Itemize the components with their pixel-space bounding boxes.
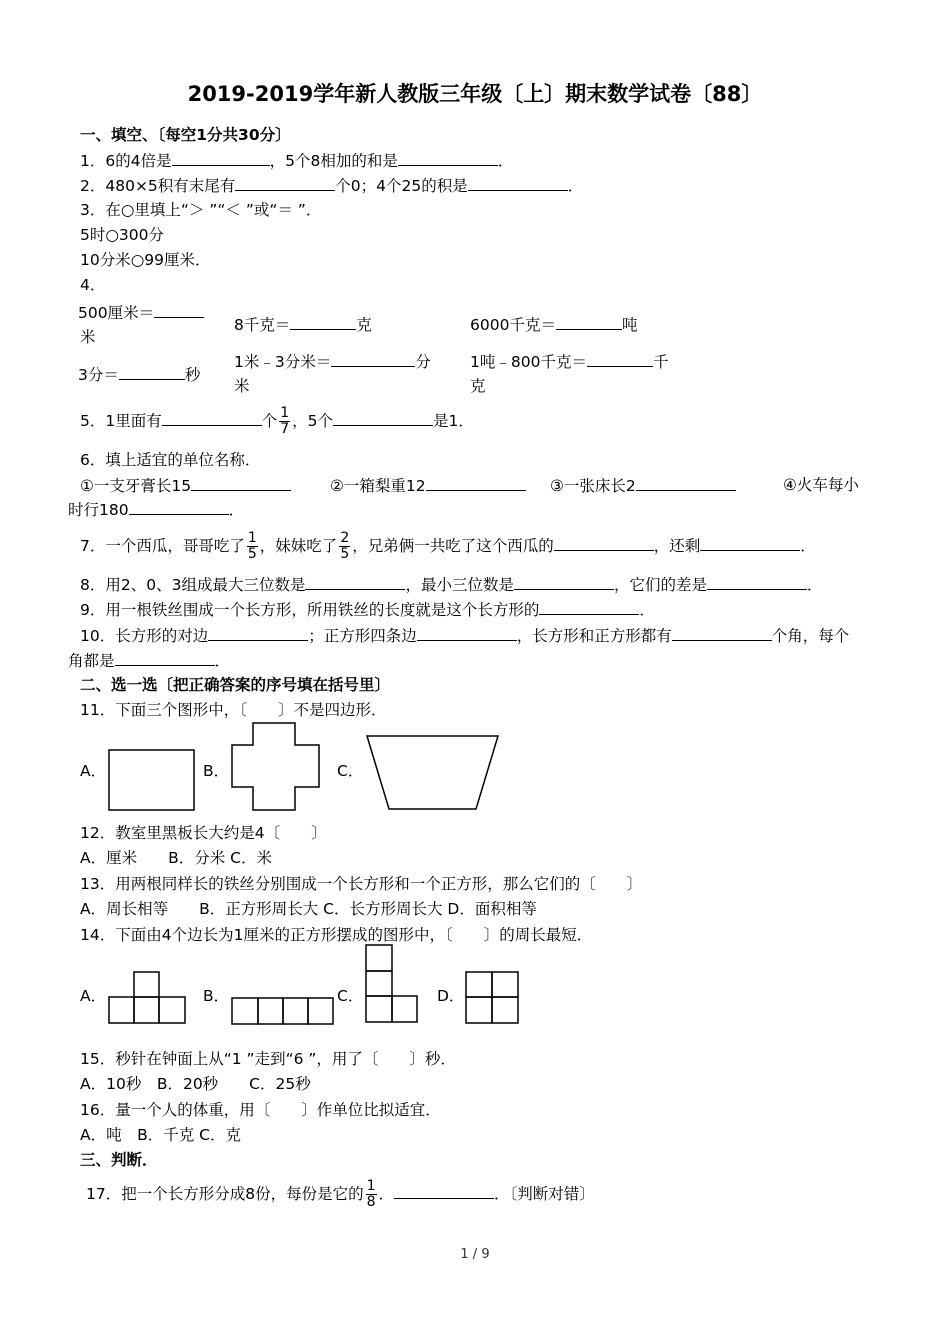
section-2-heading: 二、选一选〔把正确答案的序号填在括号里〕 [80, 676, 391, 694]
answer-blank[interactable] [191, 474, 291, 491]
question-13-stem: 13．用两根同样长的铁丝分别围成一个长方形和一个正方形，那么它们的〔 〕 [80, 875, 643, 893]
answer-blank[interactable] [700, 534, 800, 551]
page-number: 1 / 9 [460, 1247, 490, 1262]
answer-blank[interactable] [119, 363, 185, 380]
question-17: 17．把一个长方形分成8份，每份是它的 $\frac{1}{8}$ ． ．〔判断对错〕 [86, 1178, 595, 1210]
question-4-item-3: 6000千克＝ 吨 [470, 313, 637, 336]
option-c-label: C． [337, 762, 364, 780]
answer-blank[interactable] [129, 498, 229, 515]
page-title: 2019-2019学年新人教版三年级〔上〕期末数学试卷〔88〕 [187, 82, 763, 106]
question-4-item-1-unit: 米 [80, 328, 96, 346]
question-15-stem: 15．秒针在钟面上从“1 ”走到“6 ”，用了〔 〕秒． [80, 1050, 456, 1068]
answer-blank[interactable] [426, 474, 526, 491]
question-11-stem: 11．下面三个图形中，〔 〕不是四边形． [80, 701, 387, 719]
question-4-item-4: 3分＝ 秒 [78, 363, 200, 386]
option-b-label: B． [203, 762, 230, 780]
question-9: 9．用一根铁丝围成一个长方形，所用铁丝的长度就是这个长方形的 ． [80, 598, 655, 621]
answer-blank[interactable] [172, 149, 270, 166]
question-4-stem: 4． [80, 276, 106, 294]
answer-blank[interactable] [514, 573, 614, 590]
question-8: 8．用2、0、3组成最大三位数是 ，最小三位数是 ，它们的差是 ． [80, 573, 823, 596]
question-4-item-2: 8千克＝ 克 [234, 313, 372, 336]
question-4-item-6: 1吨﹣800千克＝ 千 [470, 350, 668, 373]
answer-blank[interactable] [305, 573, 405, 590]
fraction-two-fifths: $\frac{2}{5}$ [340, 530, 350, 562]
option-a-label: A． [80, 987, 107, 1005]
question-1: 1．6的4倍是 ，5个8相加的和是 ． [80, 149, 513, 172]
answer-blank[interactable] [636, 474, 736, 491]
answer-blank[interactable] [398, 149, 498, 166]
i-tetromino-horizontal-figure[interactable] [230, 996, 336, 1027]
question-6-stem: 6．填上适宜的单位名称． [80, 451, 261, 469]
answer-blank[interactable] [468, 174, 568, 191]
question-16-options[interactable]: A．吨 B．千克 C．克 [80, 1126, 241, 1144]
question-10: 10．长方形的对边 ；正方形四条边 ，长方形和正方形都有 个角，每个 [80, 624, 849, 647]
answer-blank[interactable] [672, 624, 772, 641]
question-4-item-1: 500厘米＝ [78, 301, 204, 324]
answer-blank[interactable] [154, 301, 204, 318]
answer-blank[interactable] [587, 350, 653, 367]
option-b-label: B． [203, 987, 230, 1005]
question-15-options[interactable]: A．10秒 B．20秒 C．25秒 [80, 1075, 311, 1093]
answer-blank[interactable] [707, 573, 807, 590]
option-a-label: A． [80, 762, 107, 780]
answer-blank[interactable] [208, 624, 308, 641]
question-3-item-1: 5时○300分 [80, 226, 164, 244]
t-tetromino-figure[interactable] [106, 970, 188, 1027]
question-12-options[interactable]: A．厘米 B．分米 C．米 [80, 849, 272, 867]
question-10-cont: 角都是 ． [68, 649, 230, 672]
fraction-one-seventh: $\frac{1}{7}$ [280, 405, 290, 437]
answer-blank[interactable] [290, 313, 356, 330]
section-3-heading: 三、判断． [80, 1151, 158, 1169]
section-1-heading: 一、填空、〔每空1分共30分〕 [80, 126, 291, 144]
question-7: 7．一个西瓜，哥哥吃了 $\frac{1}{5}$ ，妹妹吃了 $\frac{2}{5}$ ，兄弟俩一共吃了这个西瓜的 ，还剩 ． [80, 530, 816, 562]
answer-blank[interactable] [235, 174, 335, 191]
answer-blank[interactable] [162, 409, 262, 426]
answer-blank[interactable] [556, 313, 622, 330]
fraction-one-eighth: $\frac{1}{8}$ [366, 1178, 376, 1210]
question-2: 2．480×5积有末尾有 个0；4个25的积是 ． [80, 174, 583, 197]
question-4-item-6-unit: 克 [470, 377, 486, 395]
question-5: 5．1里面有 个 $\frac{1}{7}$ ，5个 是1． [80, 405, 474, 437]
rectangle-shape[interactable] [107, 748, 197, 813]
answer-blank[interactable] [554, 534, 654, 551]
l-tetromino-figure[interactable] [363, 943, 421, 1027]
question-3-stem: 3．在○里填上“＞ ”“＜ ”或“＝ ”． [80, 201, 322, 219]
question-6-item-4-cont: 时行180 ． [68, 498, 244, 521]
question-3-item-2: 10分米○99厘米． [80, 251, 211, 269]
fraction-one-fifth: $\frac{1}{5}$ [247, 530, 257, 562]
answer-blank[interactable] [115, 649, 215, 666]
question-14-stem: 14．下面由4个边长为1厘米的正方形摆成的图形中，〔 〕的周长最短． [80, 926, 593, 944]
trapezoid-shape[interactable] [364, 733, 502, 813]
option-c-label: C． [337, 987, 364, 1005]
square-tetromino-figure[interactable] [463, 970, 521, 1027]
answer-blank[interactable] [394, 1182, 494, 1199]
cross-shape[interactable] [229, 721, 323, 813]
answer-blank[interactable] [539, 598, 639, 615]
question-4-item-5-unit: 米 [234, 377, 250, 395]
question-6-item-1: ①一支牙膏长15 [80, 474, 291, 497]
question-6-item-2: ②一箱梨重12 [330, 474, 526, 497]
answer-blank[interactable] [333, 409, 433, 426]
question-16-stem: 16．量一个人的体重，用〔 〕作单位比拟适宜． [80, 1101, 441, 1119]
answer-blank[interactable] [331, 350, 415, 367]
question-6-item-3: ③一张床长2 [550, 474, 736, 497]
question-6-item-4: ④火车每小 [783, 476, 859, 494]
answer-blank[interactable] [417, 624, 517, 641]
question-12-stem: 12．教室里黑板长大约是4〔 〕 [80, 824, 327, 842]
question-13-options[interactable]: A．周长相等 B．正方形周长大 C．长方形周长大 D．面积相等 [80, 900, 537, 918]
option-d-label: D． [437, 987, 465, 1005]
question-4-item-5: 1米﹣3分米＝ 分 [234, 350, 431, 373]
